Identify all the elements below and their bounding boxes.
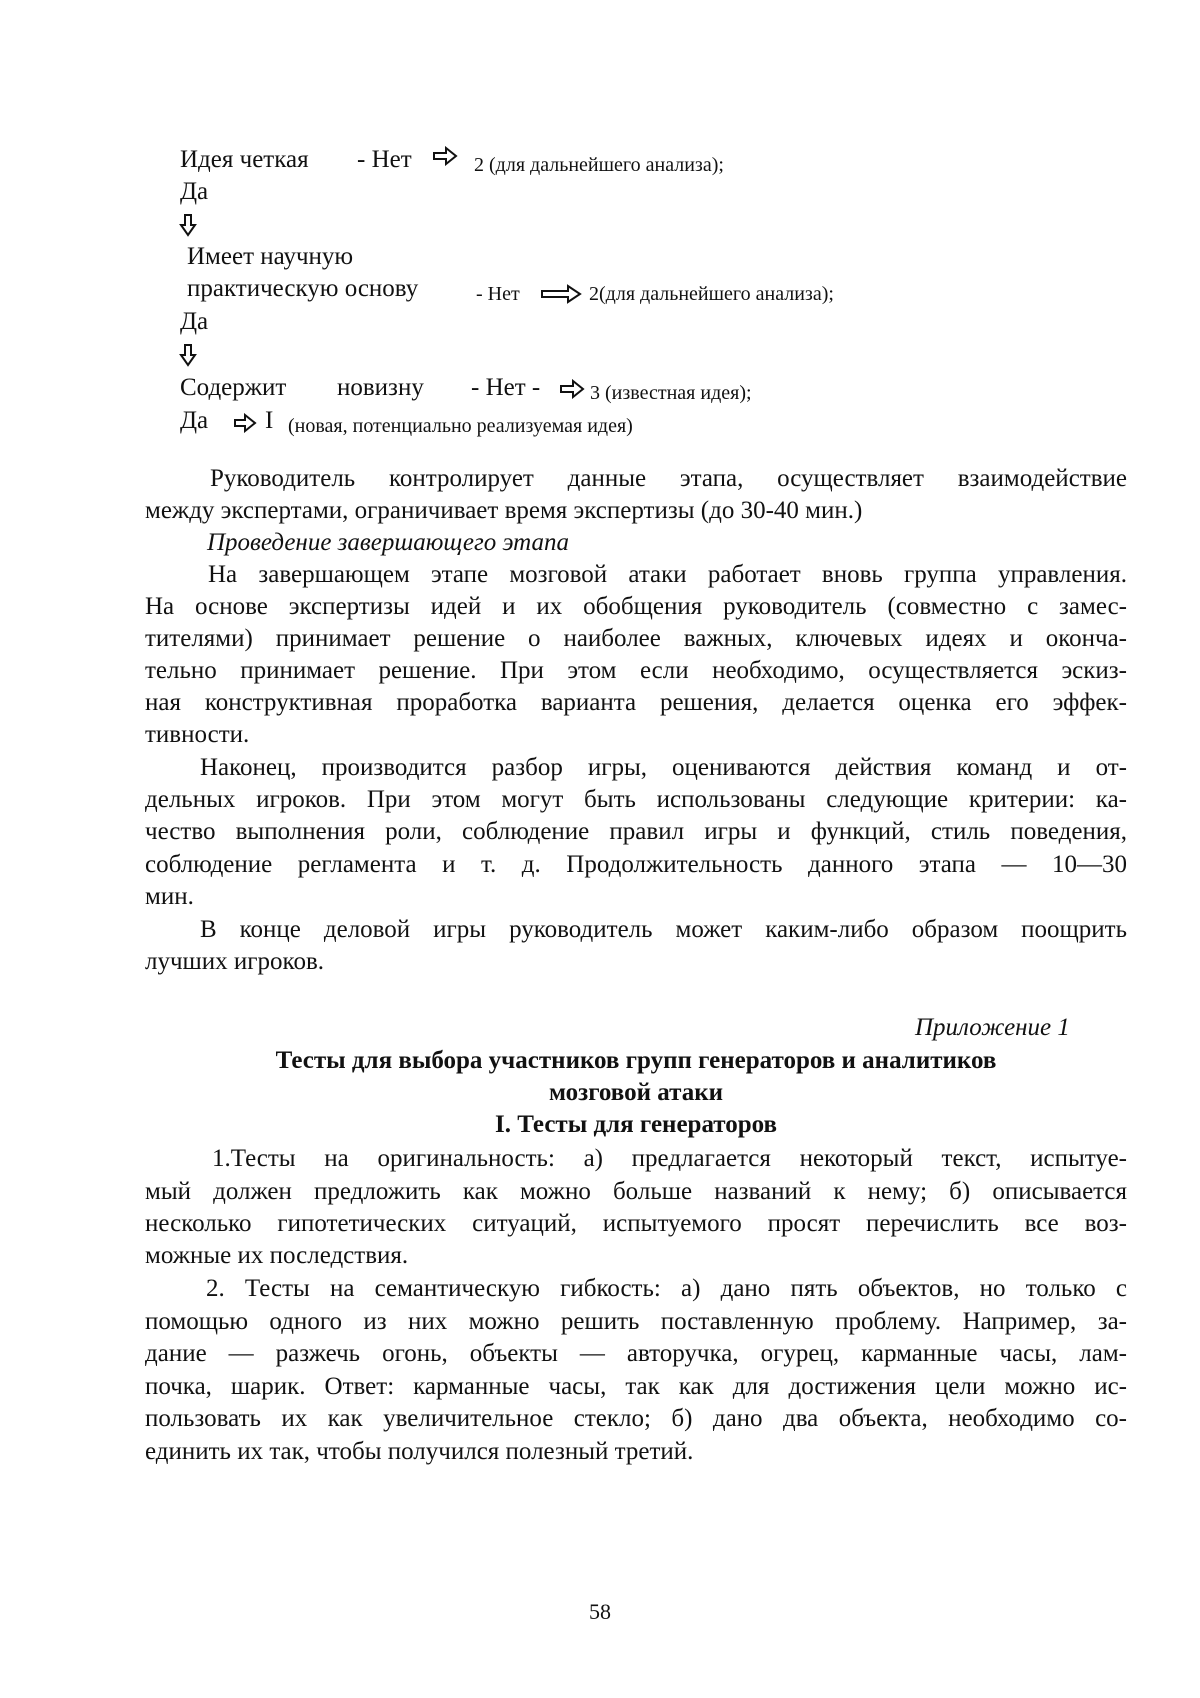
page-number: 58 [589, 1599, 611, 1624]
down-arrow-icon [179, 343, 197, 367]
flow-row2-result: 2(для дальнейшего анализа); [589, 283, 834, 305]
paragraph-line: несколько гипотетических ситуаций, испытуемого просят перечислить все воз- [145, 1210, 1127, 1237]
paragraph-line: единить их так, чтобы получился полезный третий. [145, 1438, 694, 1465]
paragraph-line: помощью одного из них можно решить поставленную проблему. Например, за- [145, 1308, 1127, 1335]
paragraph-line: можные их последствия. [145, 1242, 409, 1269]
right-arrow-icon [559, 379, 585, 399]
paragraph-line: тителями) принимает решение о наиболее важных, ключевых идеях и оконча- [145, 625, 1127, 652]
paragraph-line: почка, шарик. Ответ: карманные часы, так как для достижения цели можно ис- [145, 1373, 1127, 1400]
paragraph-line: 2. Тесты на семантическую гибкость: а) дано пять объектов, но только с [206, 1275, 1127, 1302]
flow-yes-2: Да [180, 308, 209, 335]
paragraph-line: На основе экспертизы идей и их обобщения руководитель (совместно с замес- [145, 593, 1127, 620]
paragraph-line: соблюдение регламента и т. д. Продолжительность данного этапа — 10—30 [145, 851, 1127, 878]
flow-row2-label-b: практическую основу [187, 275, 419, 302]
paragraph-line: В конце деловой игры руководитель может каким-либо образом поощрить [200, 916, 1127, 943]
appendix-label: Приложение 1 [915, 1014, 1070, 1041]
paragraph-line: 1.Тесты на оригинальность: а) предлагается некоторый текст, испытуе- [212, 1145, 1127, 1172]
appendix-title: Тесты для выбора участников групп генераторов и аналитиков [275, 1047, 997, 1074]
subheading: Проведение завершающего этапа [207, 529, 570, 556]
flow-row2-label-a: Имеет научную [187, 243, 354, 270]
flow-row1-no: - Нет [357, 146, 412, 173]
paragraph-line: На завершающем этапе мозговой атаки работает вновь группа управления. [208, 561, 1127, 588]
appendix-title: мозговой атаки [548, 1079, 724, 1106]
paragraph-line: чество выполнения роли, соблюдение правил игры и функций, стиль поведения, [145, 818, 1127, 845]
flow-row4-code: I [265, 407, 274, 434]
paragraph-line: тельно принимает решение. При этом если необходимо, осуществляется эскиз- [145, 657, 1127, 684]
down-arrow-icon [179, 213, 197, 237]
paragraph-line: Руководитель контролирует данные этапа, осуществляет взаимодействие [210, 465, 1127, 492]
flow-row1-label: Идея четкая [180, 146, 309, 173]
right-arrow-icon [540, 283, 582, 305]
flow-yes-1: Да [180, 178, 209, 205]
paragraph-line: дельных игроков. При этом могут быть использованы следующие критерии: ка- [145, 786, 1127, 813]
flow-row1-result: 2 (для дальнейшего анализа); [474, 154, 724, 176]
flow-yes-3: Да [180, 407, 209, 434]
paragraph-line: пользовать их как увеличительное стекло; б) дано два объекта, необходимо со- [145, 1405, 1127, 1432]
right-arrow-icon [432, 146, 458, 166]
paragraph-line: между экспертами, ограничивает время экспертизы (до 30-40 мин.) [145, 497, 863, 524]
section-heading: I. Тесты для генераторов [494, 1111, 778, 1138]
paragraph-line: Наконец, производится разбор игры, оцениваются действия команд и от- [200, 754, 1127, 781]
flow-row3-result: 3 (известная идея); [590, 382, 752, 404]
paragraph-line: лучших игроков. [145, 948, 324, 975]
flow-row3-label-b: новизну [337, 374, 424, 401]
paragraph-line: мин. [145, 883, 194, 910]
flow-row3-label-a: Содержит [180, 374, 287, 401]
paragraph-line: дание — разжечь огонь, объекты — авторучка, огурец, карманные часы, лам- [145, 1340, 1127, 1367]
paragraph-line: мый должен предложить как можно больше названий к нему; б) описывается [145, 1178, 1127, 1205]
flow-row2-no: - Нет [476, 283, 520, 305]
right-arrow-icon [233, 413, 257, 433]
flow-row3-no: - Нет - [471, 374, 541, 401]
paragraph-line: тивности. [145, 721, 250, 748]
flow-row4-result: (новая, потенциально реализуемая идея) [288, 415, 633, 437]
paragraph-line: ная конструктивная проработка варианта решения, делается оценка его эффек- [145, 689, 1127, 716]
